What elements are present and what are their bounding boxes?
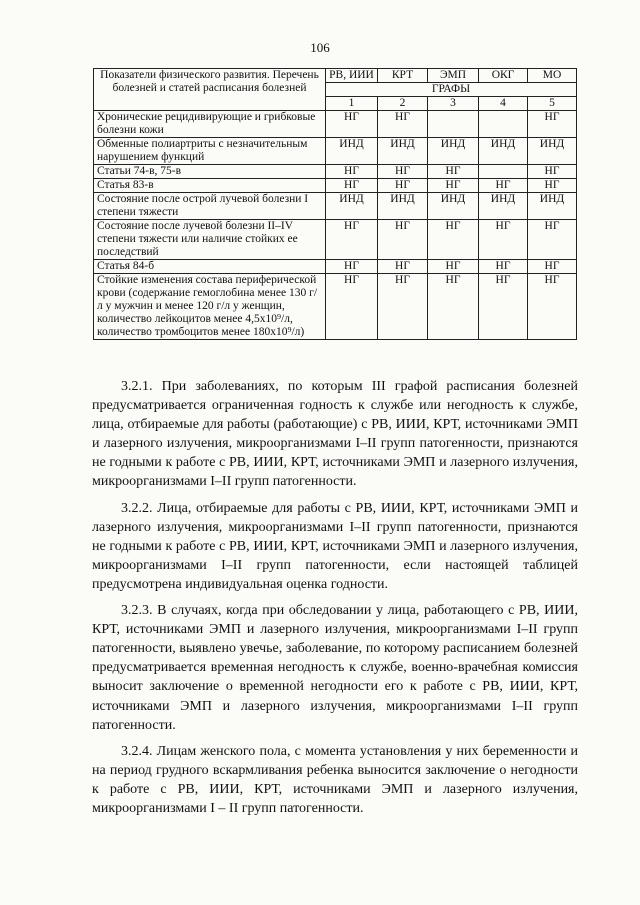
cell-value: ИНД xyxy=(428,138,479,165)
row-label: Стойкие изменения состава периферической крови (содержание гемоглобина менее 130 г/л у мужчин и менее 120 г/л у женщин, количество лейкоцитов менее 4,5х10⁹/л, количество тромбоцитов менее 180х10⁹/л) xyxy=(94,274,326,340)
table-row xyxy=(94,111,577,138)
cell-value: НГ xyxy=(428,165,479,179)
cell-value: НГ xyxy=(479,274,528,340)
table-row xyxy=(94,165,577,179)
table-row xyxy=(94,179,577,193)
cell-value: НГ xyxy=(428,260,479,274)
cell-value: НГ xyxy=(326,179,378,193)
cell-value: НГ xyxy=(528,179,577,193)
fitness-table xyxy=(93,68,577,340)
cell-value: ИНД xyxy=(428,193,479,220)
cell-value: НГ xyxy=(378,179,428,193)
cell-value: НГ xyxy=(428,179,479,193)
header-indicators: Показатели физического развития. Перечень болезней и статей расписания болезней xyxy=(94,69,326,111)
row-label: Статья 84-б xyxy=(94,260,326,274)
row-label: Хронические рецидивирующие и грибковые болезни кожи xyxy=(94,111,326,138)
cell-value: НГ xyxy=(378,260,428,274)
cell-value: ИНД xyxy=(326,138,378,165)
header-col-okg: ОКГ xyxy=(479,69,528,83)
column-number: 4 xyxy=(479,97,528,111)
body-text xyxy=(92,377,578,825)
cell-value: НГ xyxy=(528,111,577,138)
cell-value: НГ xyxy=(326,165,378,179)
cell-value: НГ xyxy=(479,220,528,260)
cell-value xyxy=(428,111,479,138)
cell-value: ИНД xyxy=(479,138,528,165)
table-row xyxy=(94,274,577,340)
header-col-emp: ЭМП xyxy=(428,69,479,83)
column-number: 2 xyxy=(378,97,428,111)
cell-value: ИНД xyxy=(479,193,528,220)
row-label: Статья 83-в xyxy=(94,179,326,193)
page-number: 106 xyxy=(310,40,330,55)
table-row xyxy=(94,220,577,260)
cell-value xyxy=(479,111,528,138)
cell-value: НГ xyxy=(378,165,428,179)
cell-value: НГ xyxy=(326,260,378,274)
paragraph-3-2-2: 3.2.2. Лица, отбираемые для работы с РВ, ИИИ, КРТ, источниками ЭМП и лазерного излучения, микроорганизмами I–II групп патогенности, признаются не годными к работе с РВ, ИИИ, КРТ, источниками ЭМП и лазерного излучения, микроорганизмами I–II групп патогенности, если настоящей таблицей предусмотрена индивидуальная оценка годности. xyxy=(92,500,578,592)
cell-value: НГ xyxy=(479,179,528,193)
cell-value: НГ xyxy=(528,274,577,340)
header-graphs: ГРАФЫ xyxy=(326,83,577,97)
cell-value: НГ xyxy=(479,260,528,274)
cell-value: НГ xyxy=(378,274,428,340)
table-row xyxy=(94,138,577,165)
cell-value: НГ xyxy=(326,274,378,340)
column-number: 3 xyxy=(428,97,479,111)
column-number: 5 xyxy=(528,97,577,111)
header-col-krt: КРТ xyxy=(378,69,428,83)
row-label: Обменные полиартриты с незначительным нарушением функций xyxy=(94,138,326,165)
cell-value: ИНД xyxy=(378,138,428,165)
table-row xyxy=(94,260,577,274)
table-row xyxy=(94,193,577,220)
paragraph-3-2-3: 3.2.3. В случаях, когда при обследовании у лица, работающего с РВ, ИИИ, КРТ, источниками ЭМП и лазерного излучения, микроорганизмами I–II групп патогенности, выявлено увечье, заболевание, по которому расписанием болезней предусматривается временная негодность к службе, военно-врачебная комиссия выносит заключение о временной негодности его к работе с РВ, ИИИ, КРТ, источниками ЭМП и лазерного излучения, микроорганизмами I–II групп патогенности. xyxy=(92,603,578,733)
paragraph-3-2-1: 3.2.1. При заболеваниях, по которым III графой расписания болезней предусматривается ограниченная годность к службе или негодность к службе, лица, отбираемые для работы (работающие) с РВ, ИИИ, КРТ, источниками ЭМП и лазерного излучения, микроорганизмами I–II групп патогенности, признаются не годными к работе с РВ, ИИИ, КРТ, источниками ЭМП и лазерного излучения, микроорганизмами I–II групп патогенности. xyxy=(92,379,578,490)
cell-value: ИНД xyxy=(326,193,378,220)
cell-value: ИНД xyxy=(378,193,428,220)
cell-value: ИНД xyxy=(528,138,577,165)
row-label: Статьи 74-в, 75-в xyxy=(94,165,326,179)
cell-value: НГ xyxy=(528,220,577,260)
paragraph-3-2-4: 3.2.4. Лицам женского пола, с момента установления у них беременности и на период грудного вскармливания ребенка выносится заключение о негодности к работе с РВ, ИИИ, КРТ, источниками ЭМП и лазерного излучения, микроорганизмами I – II групп патогенности. xyxy=(92,743,578,816)
cell-value: НГ xyxy=(428,220,479,260)
cell-value: НГ xyxy=(326,220,378,260)
cell-value: НГ xyxy=(528,165,577,179)
cell-value: НГ xyxy=(528,260,577,274)
column-number: 1 xyxy=(326,97,378,111)
row-label: Состояние после лучевой болезни II–IV степени тяжести или наличие стойких ее последствий xyxy=(94,220,326,260)
row-label: Состояние после острой лучевой болезни I степени тяжести xyxy=(94,193,326,220)
cell-value xyxy=(479,165,528,179)
table-header-row xyxy=(94,69,577,83)
cell-value: НГ xyxy=(326,111,378,138)
cell-value: ИНД xyxy=(528,193,577,220)
cell-value: НГ xyxy=(428,274,479,340)
cell-value: НГ xyxy=(378,220,428,260)
header-col-rv: РВ, ИИИ xyxy=(326,69,378,83)
cell-value: НГ xyxy=(378,111,428,138)
header-col-mo: МО xyxy=(528,69,577,83)
